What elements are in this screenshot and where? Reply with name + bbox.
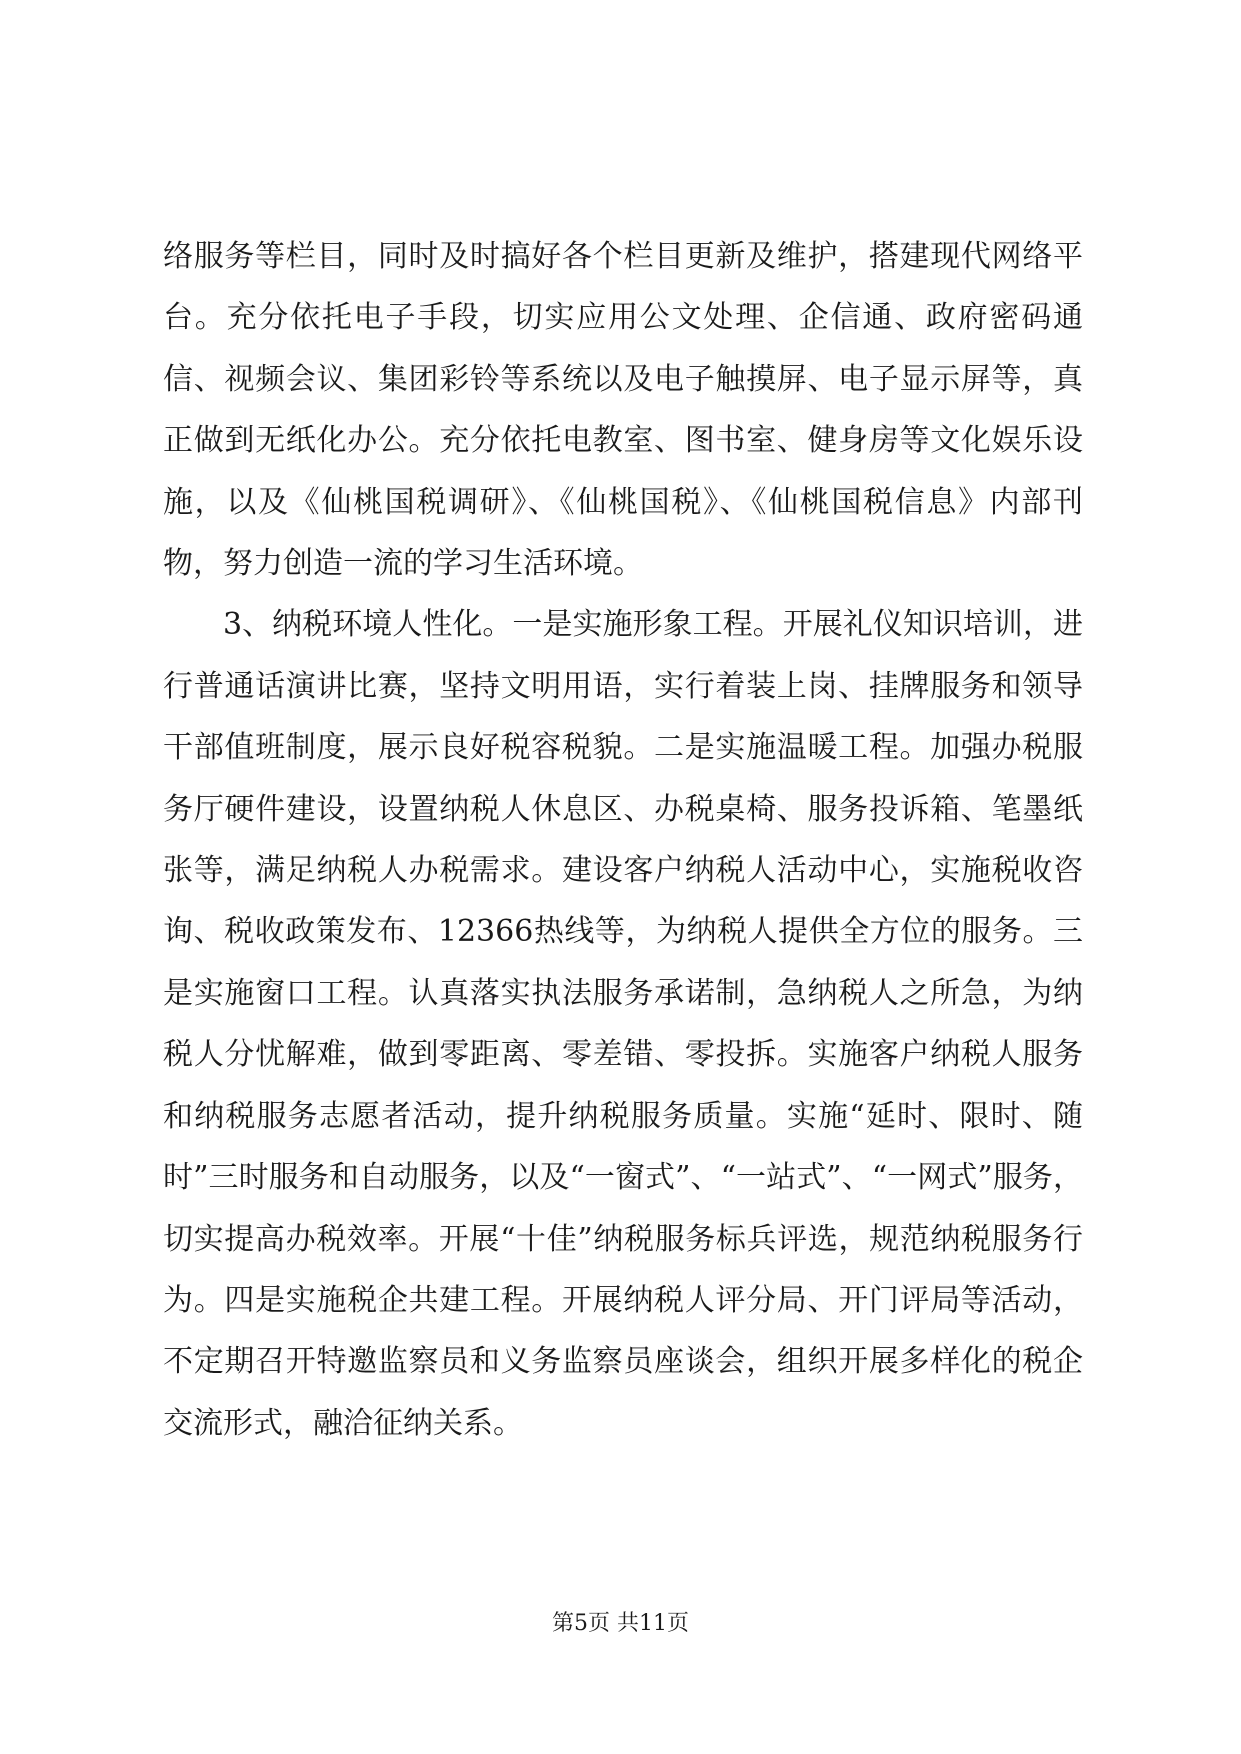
paragraph-1: 络服务等栏目，同时及时搞好各个栏目更新及维护，搭建现代网络平台。充分依托电子手段，切实应用公文处理、企信通、政府密码通信、视频会议、集团彩铃等系统以及电子触摸屏、电子显示屏等，真正做到无纸化办公。充分依托电教室、图书室、健身房等文化娱乐设施，以及《仙桃国税调研》、《仙桃国税》、《仙桃国税信息》内部刊物，努力创造一流的学习生活环境。 bbox=[163, 239, 1083, 582]
document-body bbox=[163, 226, 1083, 1454]
paragraph-2: 3、纳税环境人性化。一是实施形象工程。开展礼仪知识培训，进行普通话演讲比赛，坚持文明用语，实行着装上岗、挂牌服务和领导干部值班制度，展示良好税容税貌。二是实施温暖工程。加强办税服务厅硬件建设，设置纳税人休息区、办税桌椅、服务投诉箱、笔墨纸张等，满足纳税人办税需求。建设客户纳税人活动中心，实施税收咨询、税收政策发布、12366热线等，为纳税人提供全方位的服务。三是实施窗口工程。认真落实执法服务承诺制，急纳税人之所急，为纳税人分忧解难，做到零距离、零差错、零投拆。实施客户纳税人服务和纳税服务志愿者活动，提升纳税服务质量。实施“延时、限时、随时”三时服务和自动服务，以及“一窗式”、“一站式”、“一网式”服务，切实提高办税效率。开展“十佳”纳税服务标兵评选，规范纳税服务行为。四是实施税企共建工程。开展纳税人评分局、开门评局等活动，不定期召开特邀监察员和义务监察员座谈会，组织开展多样化的税企交流形式，融洽征纳关系。 bbox=[163, 607, 1083, 1441]
page-footer: 第5页 共11页 bbox=[552, 1611, 689, 1636]
